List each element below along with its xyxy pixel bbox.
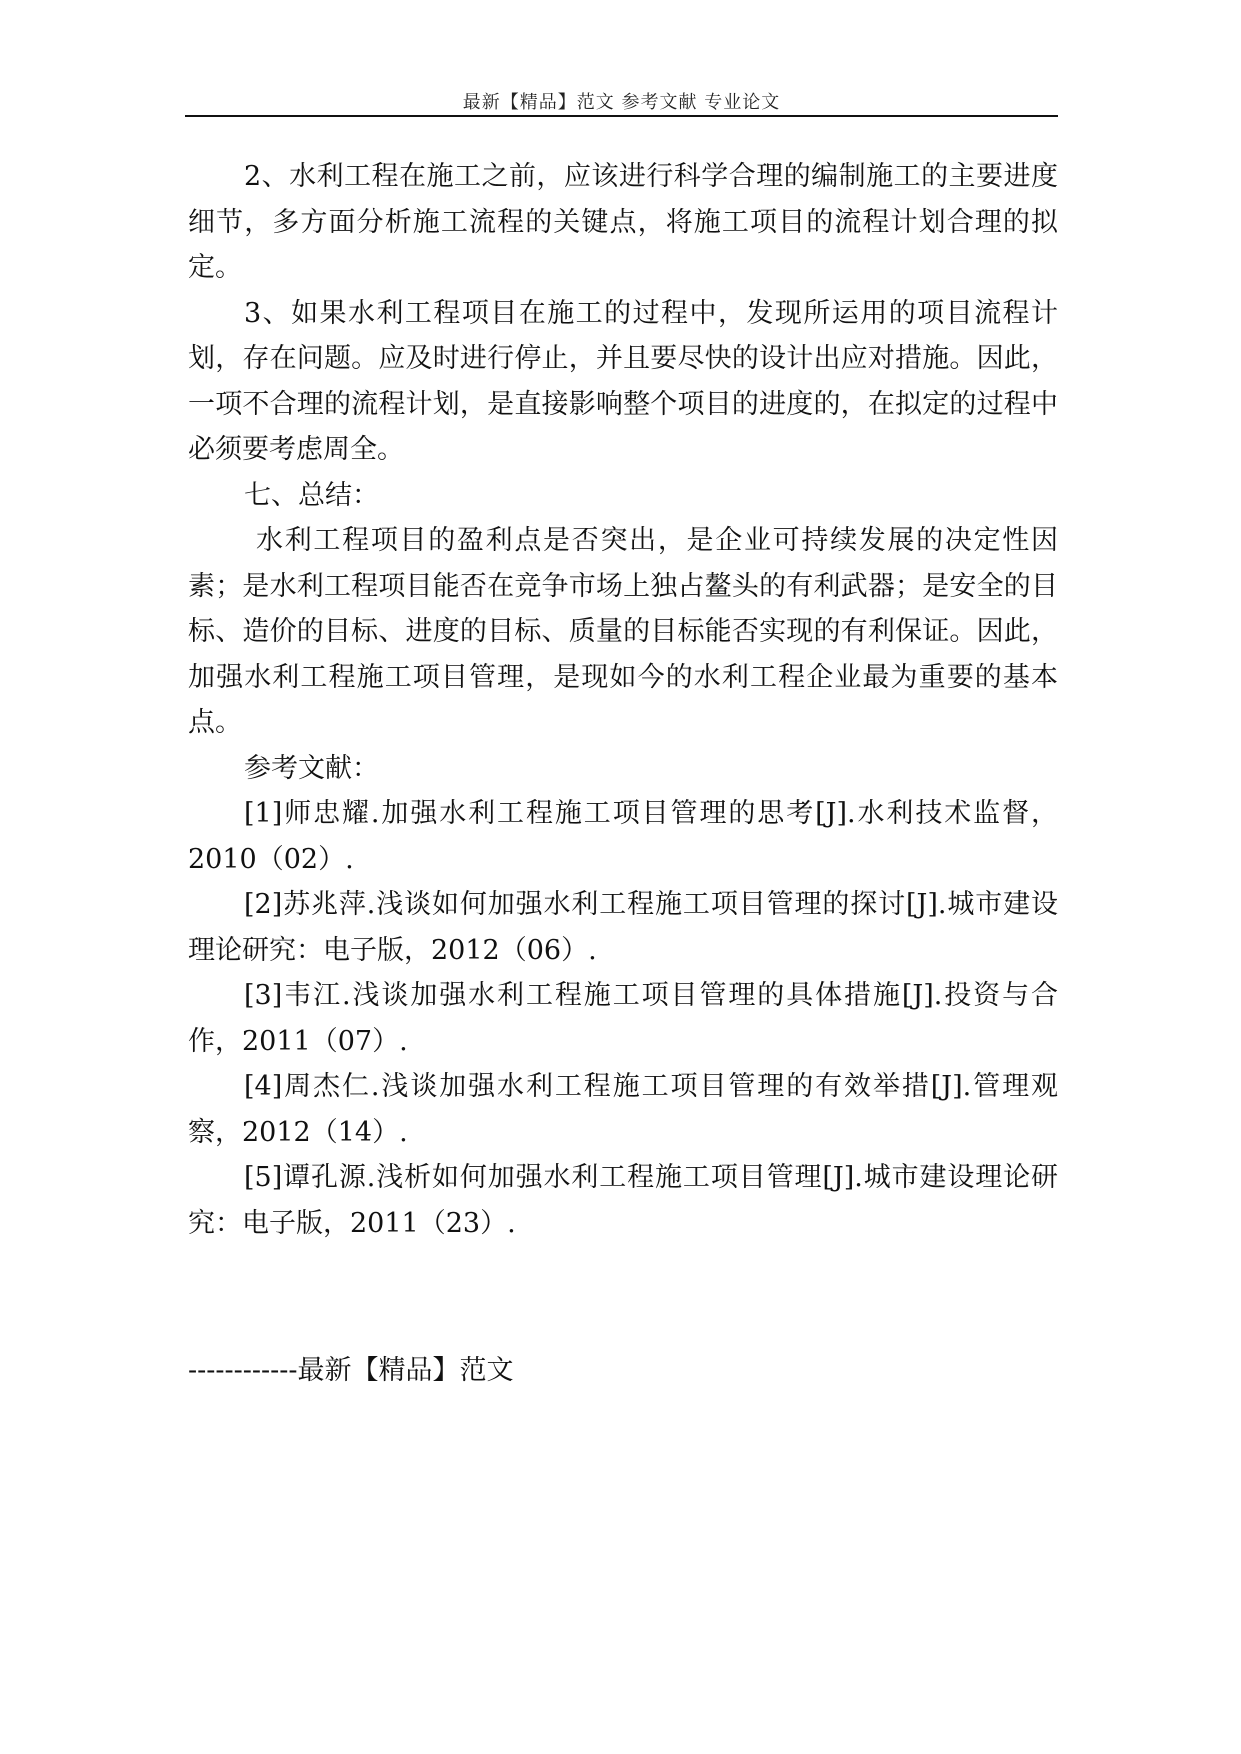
header-divider: [185, 115, 1058, 117]
reference-item-4: [4]周杰仁.浅谈加强水利工程施工项目管理的有效举措[J].管理观察，2012（14）.: [188, 1071, 1058, 1148]
reference-item-1: [1]师忠耀.加强水利工程施工项目管理的思考[J].水利技术监督，2010（02）.: [188, 798, 1058, 875]
reference-item-5: [5]谭孔源.浅析如何加强水利工程施工项目管理[J].城市建设理论研究：电子版，2011（23）.: [188, 1162, 1058, 1239]
page-footer: ------------最新【精品】范文: [188, 1355, 514, 1386]
summary-paragraph: 水利工程项目的盈利点是否突出，是企业可持续发展的决定性因素；是水利工程项目能否在竞争市场上独占鳌头的有利武器；是安全的目标、造价的目标、进度的目标、质量的目标能否实现的有利保证。因此，加强水利工程施工项目管理，是现如今的水利工程企业最为重要的基本点。: [188, 525, 1058, 738]
paragraph-2: 2、水利工程在施工之前，应该进行科学合理的编制施工的主要进度细节，多方面分析施工流程的关键点，将施工项目的流程计划合理的拟定。: [188, 161, 1058, 283]
page-header: 最新【精品】范文 参考文献 专业论文: [462, 92, 781, 113]
references-heading: 参考文献：: [244, 752, 379, 784]
document-body: [188, 154, 1058, 1246]
section-heading-summary: 七、总结：: [244, 479, 379, 511]
paragraph-3: 3、如果水利工程项目在施工的过程中，发现所运用的项目流程计划，存在问题。应及时进行停止，并且要尽快的设计出应对措施。因此，一项不合理的流程计划，是直接影响整个项目的进度的，在拟定的过程中必须要考虑周全。: [188, 297, 1058, 465]
reference-item-3: [3]韦江.浅谈加强水利工程施工项目管理的具体措施[J].投资与合作，2011（07）.: [188, 980, 1058, 1057]
reference-item-2: [2]苏兆萍.浅谈如何加强水利工程施工项目管理的探讨[J].城市建设理论研究：电子版，2012（06）.: [188, 889, 1058, 966]
